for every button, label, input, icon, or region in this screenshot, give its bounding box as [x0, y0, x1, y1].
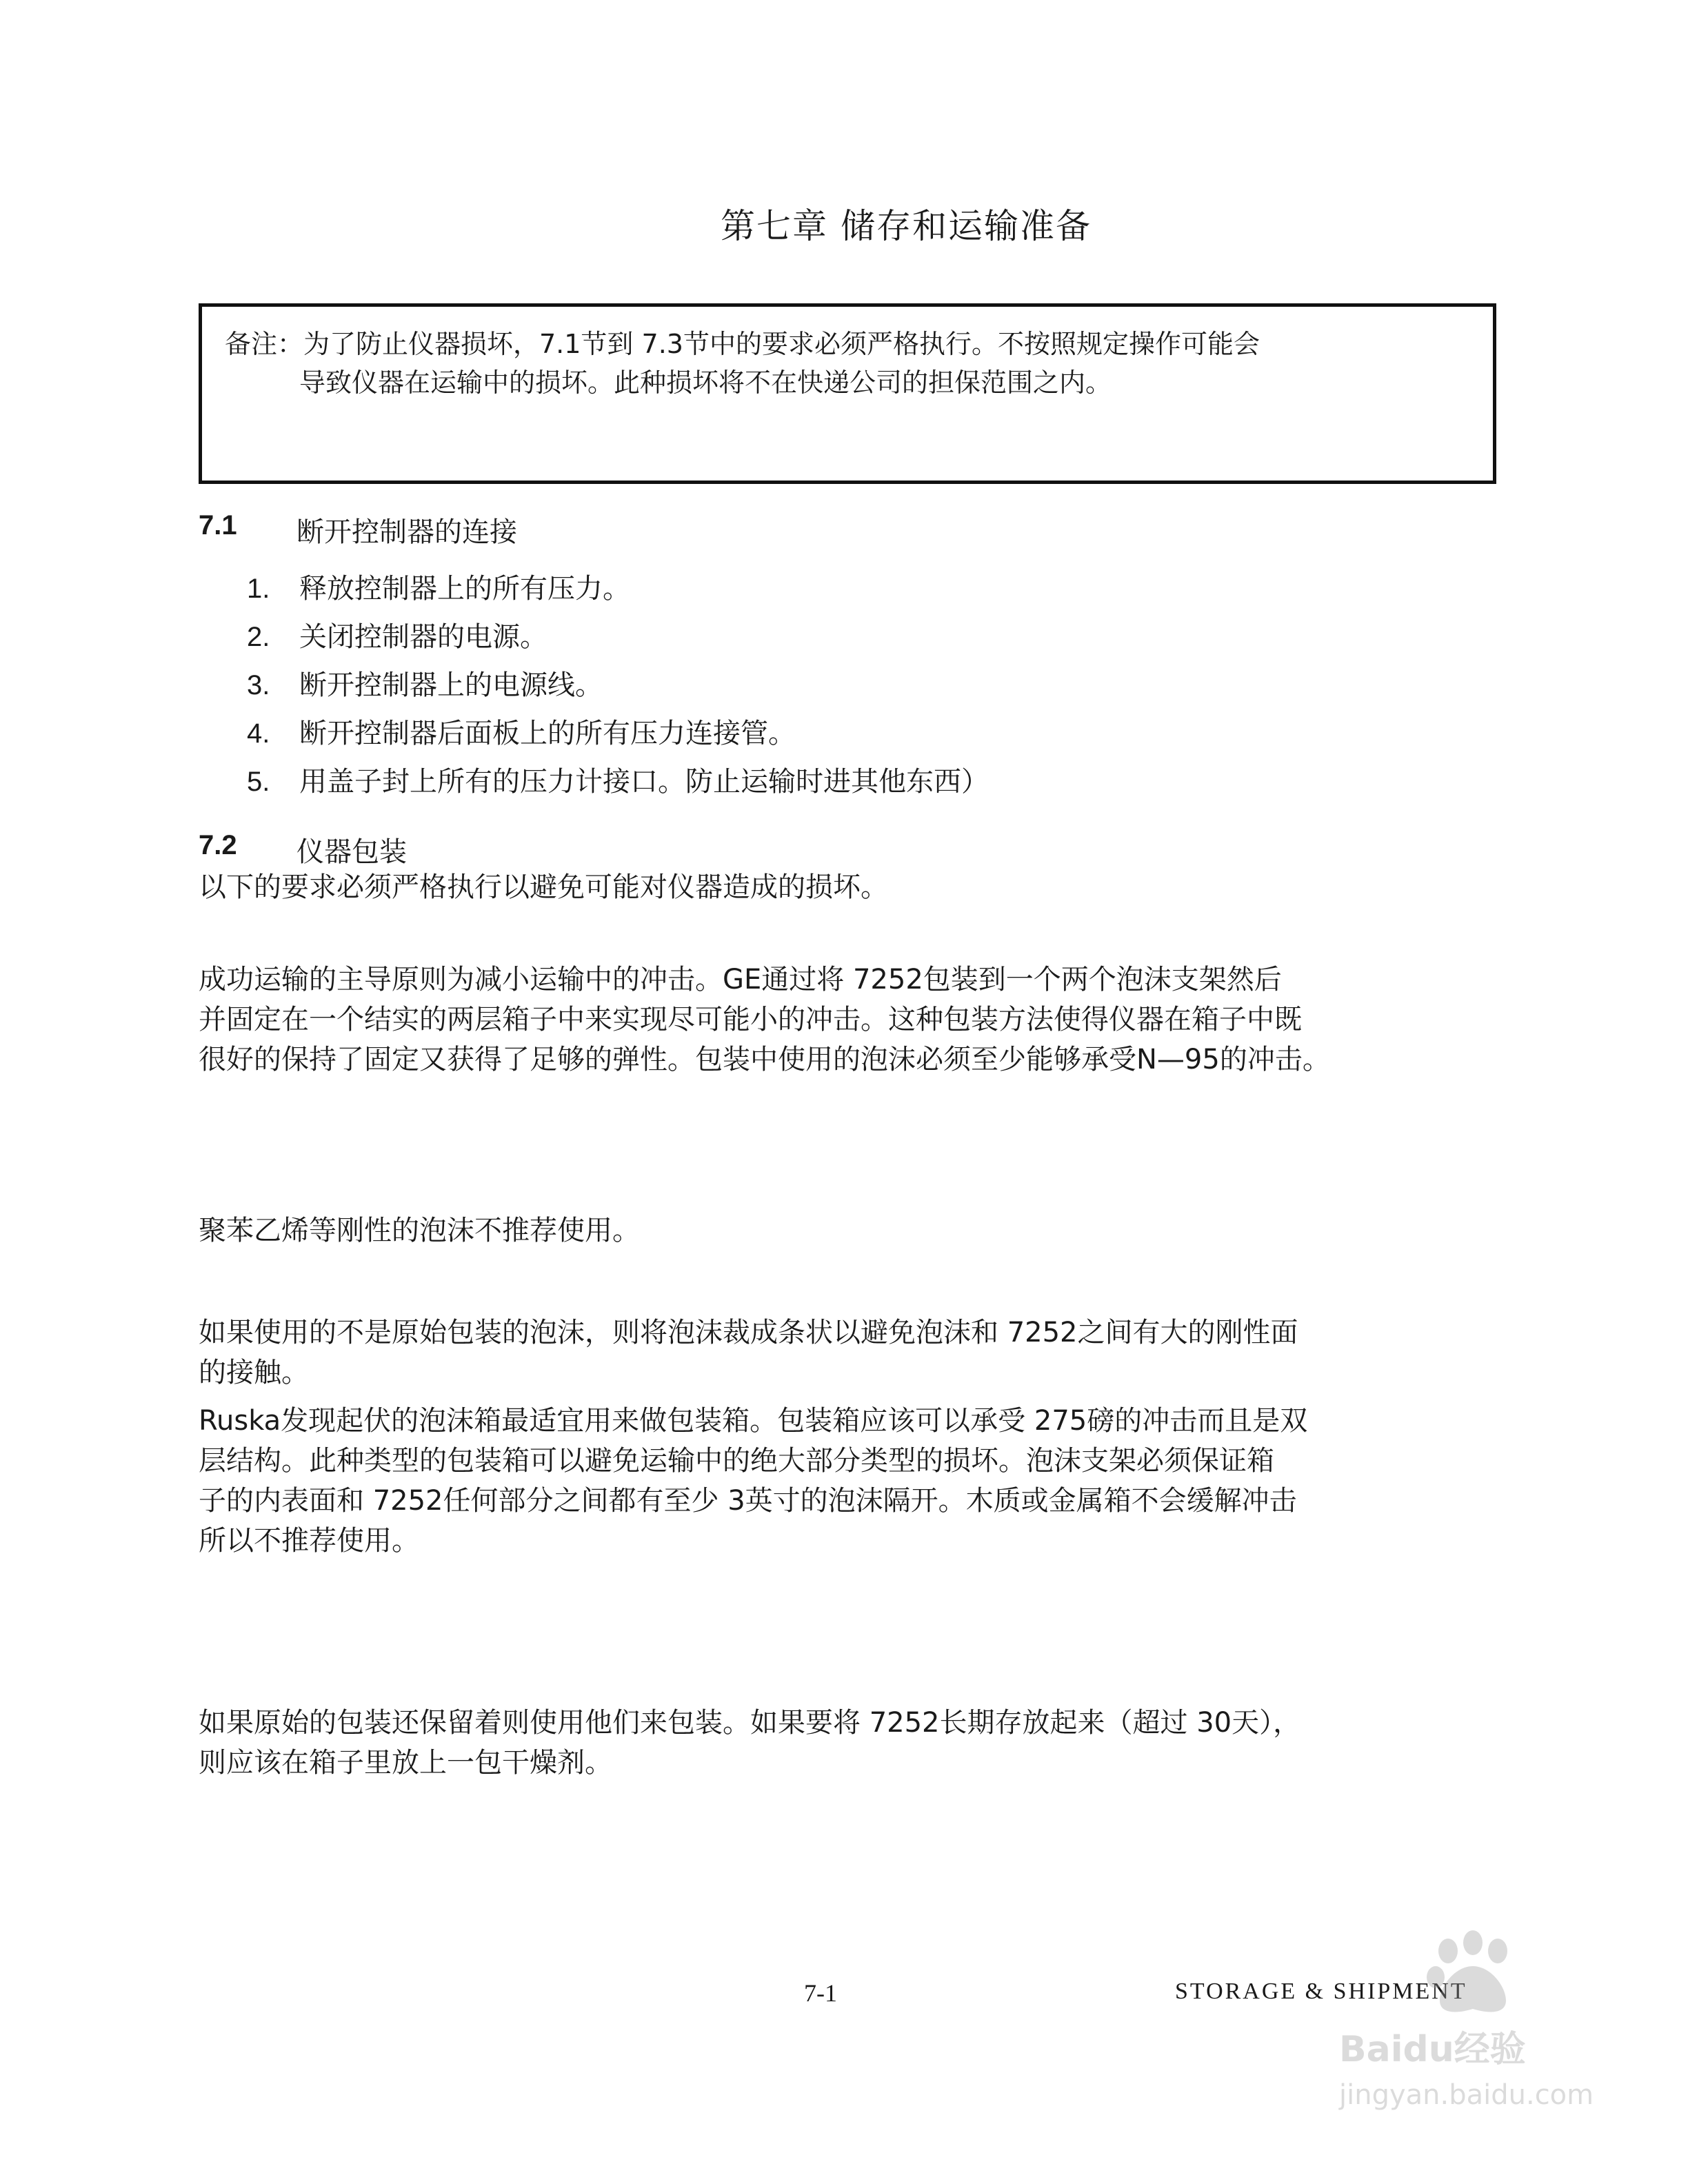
step-text: 用盖子封上所有的压力计接口。防止运输时进其他东西）	[299, 766, 989, 798]
section-71-title: 断开控制器的连接	[297, 516, 517, 548]
paragraph-line: 很好的保持了固定又获得了足够的弹性。包装中使用的泡沫必须至少能够承受N—95的冲击。	[199, 1044, 1330, 1075]
step-text: 释放控制器上的所有压力。	[299, 573, 630, 605]
list-item	[247, 663, 603, 702]
watermark-brand: Baidu经验	[1339, 2029, 1526, 2070]
step-number: 4.	[247, 718, 270, 749]
section-71-number: 7.1	[199, 510, 237, 540]
chapter-title: 第七章 储存和运输准备	[721, 206, 1092, 246]
paragraph-foam-strips	[199, 1313, 1298, 1393]
step-number: 5.	[247, 767, 270, 797]
paragraph-line: 则应该在箱子里放上一包干燥剂。	[199, 1747, 612, 1779]
watermark-url: jingyan.baidu.com	[1339, 2079, 1594, 2111]
footer-section-label: STORAGE & SHIPMENT	[1175, 1979, 1467, 2004]
baidu-watermark	[1325, 1923, 1622, 2116]
step-text: 关闭控制器的电源。	[299, 621, 547, 653]
paragraph-line: 层结构。此种类型的包装箱可以避免运输中的绝大部分类型的损坏。泡沫支架必须保证箱	[199, 1445, 1274, 1477]
step-text: 断开控制器上的电源线。	[299, 669, 603, 701]
paragraph-principle	[199, 960, 1330, 1080]
section-72-title: 仪器包装	[297, 836, 407, 868]
list-item	[247, 711, 796, 751]
paragraph-line: 并固定在一个结实的两层箱子中来实现尽可能小的冲击。这种包装方法使得仪器在箱子中既	[199, 1004, 1302, 1035]
paragraph-original-packaging	[199, 1703, 1300, 1783]
paragraph-line: 所以不推荐使用。	[199, 1525, 419, 1557]
step-number: 1.	[247, 574, 270, 604]
note-line-2: 导致仪器在运输中的损坏。此种损坏将不在快递公司的担保范围之内。	[299, 367, 1112, 398]
list-item	[247, 760, 989, 799]
step-number: 2.	[247, 622, 270, 652]
list-item	[247, 615, 547, 654]
paragraph-line: 如果使用的不是原始包装的泡沫，则将泡沫裁成条状以避免泡沫和 7252之间有大的刚性面	[199, 1317, 1298, 1348]
paw-icon	[1427, 1930, 1507, 2012]
step-number: 3.	[247, 670, 270, 700]
note-line-1: 备注：为了防止仪器损坏，7.1节到 7.3节中的要求必须严格执行。不按照规定操作可能会	[225, 329, 1260, 359]
list-item	[247, 567, 630, 606]
step-text: 断开控制器后面板上的所有压力连接管。	[299, 718, 796, 749]
paragraph-line: 子的内表面和 7252任何部分之间都有至少 3英寸的泡沫隔开。木质或金属箱不会缓解冲击	[199, 1485, 1297, 1517]
section-72-number: 7.2	[199, 830, 237, 860]
paragraph-line: Ruska发现起伏的泡沫箱最适宜用来做包装箱。包装箱应该可以承受 275磅的冲击而且是双	[199, 1405, 1308, 1437]
paragraph-line: 如果原始的包装还保留着则使用他们来包装。如果要将 7252长期存放起来（超过 30天），	[199, 1707, 1301, 1739]
paragraph-line: 的接触。	[199, 1357, 309, 1388]
page-number: 7-1	[804, 1979, 837, 2007]
section-72-intro: 以下的要求必须严格执行以避免可能对仪器造成的损坏。	[199, 871, 888, 903]
paragraph-box-type	[199, 1401, 1307, 1561]
paragraph-rigid-foam: 聚苯乙烯等刚性的泡沫不推荐使用。	[199, 1215, 640, 1246]
paragraph-line: 成功运输的主导原则为减小运输中的冲击。GE通过将 7252包装到一个两个泡沫支架然后	[199, 964, 1282, 995]
